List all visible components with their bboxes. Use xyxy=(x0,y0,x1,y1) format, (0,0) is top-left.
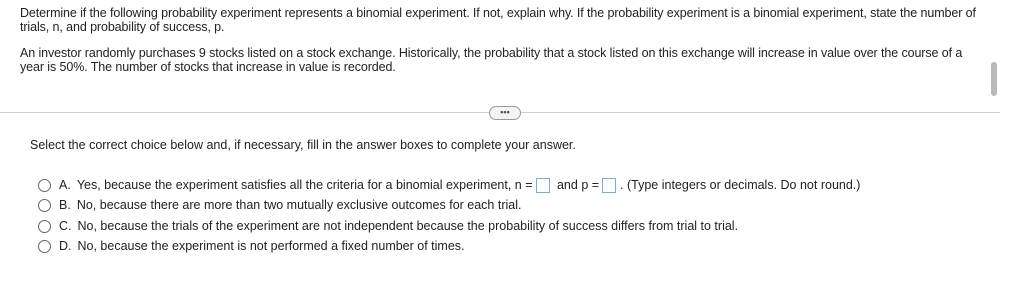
n-label: n = xyxy=(514,178,533,192)
and-label: and xyxy=(553,178,582,192)
scrollbar-thumb[interactable] xyxy=(991,62,997,96)
choice-c[interactable] xyxy=(38,218,738,234)
radio-button-a[interactable] xyxy=(38,179,51,192)
p-label: p = xyxy=(581,178,600,192)
choice-d[interactable] xyxy=(38,238,465,254)
choice-text: No, because there are more than two mutually exclusive outcomes for each trial. xyxy=(76,198,522,212)
choice-letter: C. xyxy=(59,219,72,233)
choice-note: . (Type integers or decimals. Do not round.) xyxy=(620,178,861,192)
radio-button-b[interactable] xyxy=(38,199,51,212)
n-answer-input[interactable] xyxy=(536,178,550,193)
radio-button-c[interactable] xyxy=(38,220,51,233)
choice-a[interactable] xyxy=(38,177,860,193)
choice-letter: A. xyxy=(59,178,71,192)
choice-letter: B. xyxy=(59,198,71,212)
problem-statement: An investor randomly purchases 9 stocks listed on a stock exchange. Historically, the probability that a stock listed on this exchange will increase in value over the course of a year is 50%. The number of stocks that increase in value is recorded. xyxy=(20,46,963,74)
choice-text: No, because the experiment is not performed a fixed number of times. xyxy=(77,239,465,253)
choice-text: No, because the trials of the experiment are not independent because the probability of success differs from trial to trial. xyxy=(77,219,739,233)
choice-b[interactable] xyxy=(38,197,521,213)
radio-button-d[interactable] xyxy=(38,240,51,253)
choice-letter: D. xyxy=(59,239,72,253)
instruction-text: Select the correct choice below and, if necessary, fill in the answer boxes to complete your answer. xyxy=(30,138,576,152)
p-answer-input[interactable] xyxy=(602,178,616,193)
choice-text: Yes, because the experiment satisfies all the criteria for a binomial experiment, xyxy=(76,178,515,192)
expand-more-button[interactable]: ••• xyxy=(489,106,521,120)
question-prompt: Determine if the following probability experiment represents a binomial experiment. If not, explain why. If the probability experiment is a binomial experiment, state the number of trials, n, and probability of success, p. xyxy=(20,6,976,34)
